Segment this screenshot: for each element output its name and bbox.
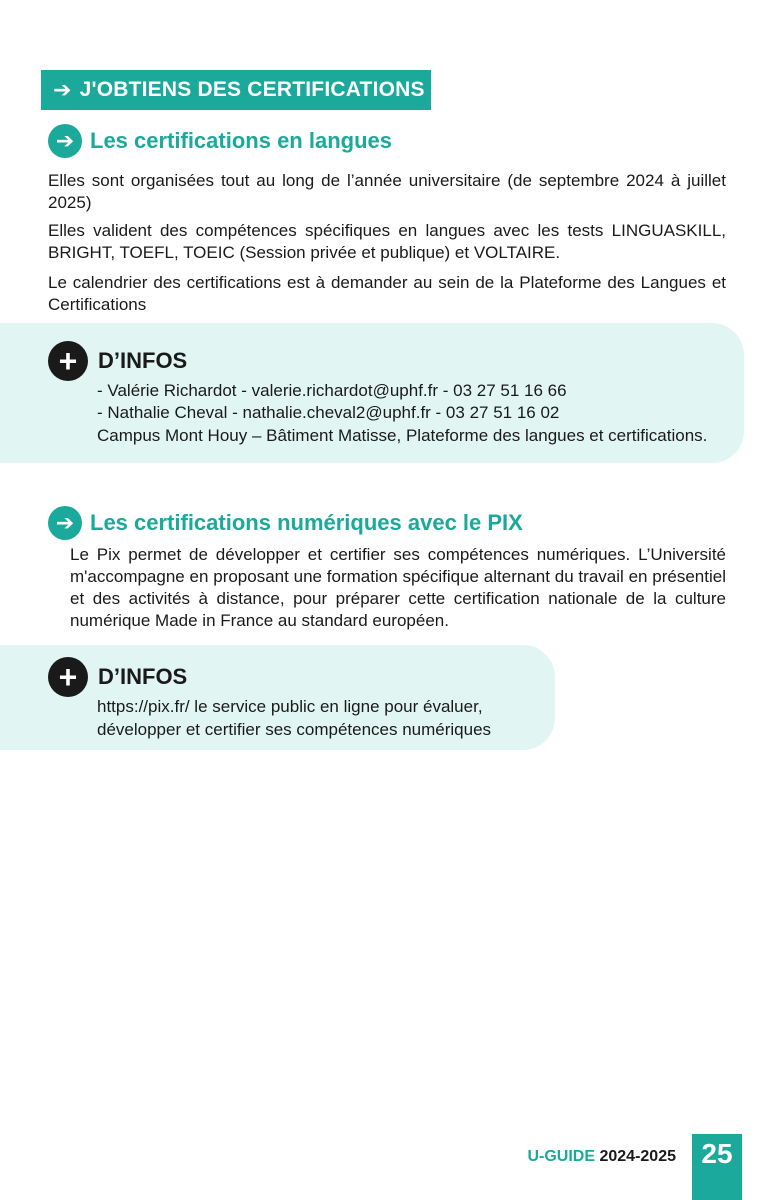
section-banner (41, 70, 431, 110)
page-number: 25 (692, 1134, 742, 1200)
info-line: développer et certifier ses compétences numériques (97, 720, 492, 739)
section-title-text: Les certifications numériques avec le PIX (90, 510, 523, 535)
section-title-languages (48, 124, 392, 158)
paragraph: Le Pix permet de développer et certifier ses compétences numériques. L’Université m'accompagne en proposant une formation spécifique alternant du travail en présentiel et des activités à distance, pour préparer cette certification nationale de la culture numérique Made in France au standard européen. (70, 545, 726, 630)
plus-icon: + (48, 341, 88, 381)
info-title: D’INFOS (98, 664, 188, 689)
contact-line: - Valérie Richardot - valerie.richardot@uphf.fr - 03 27 51 16 66 (97, 381, 567, 400)
arrow-circle-icon: ➔ (48, 506, 82, 540)
arrow-circle-icon: ➔ (48, 124, 82, 158)
location-line: Campus Mont Houy – Bâtiment Matisse, Plateforme des langues et certifications. (97, 426, 708, 445)
info-header (48, 657, 187, 697)
paragraph: Elles valident des compétences spécifiques en langues avec les tests LINGUASKILL, BRIGHT, TOEFL, TOEIC (Session privée et publique) et VOLTAIRE. (48, 221, 726, 262)
footer-brand: U-GUIDE (527, 1148, 596, 1165)
section-title-text: Les certifications en langues (90, 128, 392, 153)
plus-icon: + (48, 657, 88, 697)
section-title-pix (48, 506, 523, 540)
footer-label (527, 1148, 676, 1166)
paragraph: Le calendrier des certifications est à demander au sein de la Plateforme des Langues et Certifications (48, 273, 726, 314)
info-title: D’INFOS (98, 348, 188, 373)
info-line: https://pix.fr/ le service public en ligne pour évaluer, (97, 697, 483, 716)
contact-line: - Nathalie Cheval - nathalie.cheval2@uphf.fr - 03 27 51 16 02 (97, 403, 560, 422)
arrow-right-icon: ➔ (53, 77, 72, 102)
info-header (48, 341, 187, 381)
banner-title: J'OBTIENS DES CERTIFICATIONS (79, 78, 425, 101)
footer-year: 2024-2025 (599, 1148, 676, 1165)
paragraph: Elles sont organisées tout au long de l’année universitaire (de septembre 2024 à juillet 2025) (48, 171, 726, 212)
